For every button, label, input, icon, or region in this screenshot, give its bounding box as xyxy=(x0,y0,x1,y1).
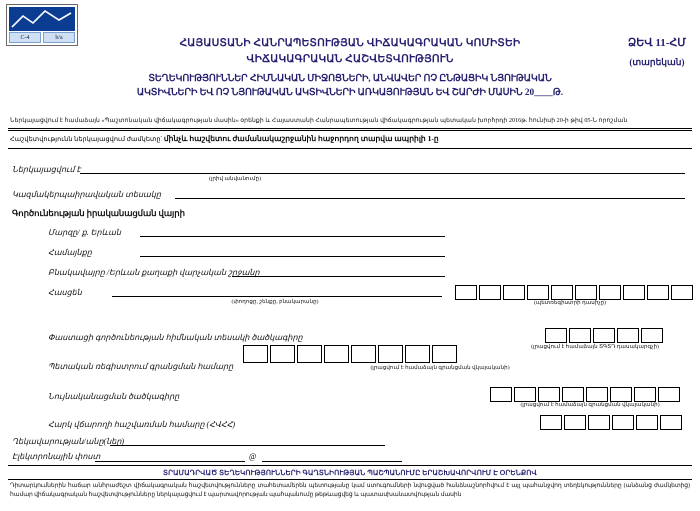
input-submitted-by[interactable] xyxy=(80,173,685,174)
identification-code-boxes[interactable] xyxy=(490,387,682,402)
input-manager[interactable] xyxy=(110,445,385,446)
title-line-1: ՀԱՅԱՍՏԱՆԻ ՀԱՆՐԱՊԵՏՈՒԹՅԱՆ ՎԻՃԱԿԱԳՐԱԿԱՆ ԿՈՄԻՏԵԻ xyxy=(179,38,521,49)
subtitle-line-1: ՏԵՂԵԿՈՒԹՅՈՒՆՆԵՐ ՀԻՄՆԱԿԱՆ ՄԻՋՈՑՆԵՐԻ, ԱՆՎԱՎԵՐ ՈՉ ԸՆԹԱՑԻԿ ՆՅՈՒԹԱԿԱՆ xyxy=(148,74,552,84)
divider-3 xyxy=(8,148,692,149)
form-periodicity: (տարեկան) xyxy=(629,57,685,67)
logo-cell-2: b/a xyxy=(43,32,75,43)
state-registration-box[interactable] xyxy=(432,345,457,363)
page-subtitle xyxy=(90,72,610,100)
divider-2 xyxy=(8,130,692,131)
input-address[interactable] xyxy=(112,296,442,297)
identification-code-box[interactable] xyxy=(514,387,536,402)
identification-code-box[interactable] xyxy=(658,387,680,402)
input-marz[interactable] xyxy=(140,236,445,237)
state-registration-box[interactable] xyxy=(324,345,349,363)
register-code-box[interactable] xyxy=(575,285,597,300)
label-submitted-by: Ներկայացվում է xyxy=(12,165,81,174)
label-settlement: Բնակավայրը /Երևան քաղաքի վարչական շրջանը xyxy=(48,268,260,277)
taxpayer-number-boxes[interactable] xyxy=(540,415,684,430)
confidentiality-band xyxy=(8,465,692,480)
register-code-box[interactable] xyxy=(527,285,549,300)
label-email: Էլեկտրոնային փոստ xyxy=(12,452,101,461)
label-address: Հասցեն xyxy=(48,288,82,297)
register-code-box[interactable] xyxy=(479,285,501,300)
label-org-type: Կազմակերպաիրավական տեսակը xyxy=(12,190,161,199)
activity-code-box[interactable] xyxy=(593,328,615,343)
activity-code-box[interactable] xyxy=(617,328,639,343)
register-code-box[interactable] xyxy=(671,285,693,300)
register-code-box[interactable] xyxy=(647,285,669,300)
state-registration-box[interactable] xyxy=(378,345,403,363)
label-identification-code: Նույնականացման ծածկագիրը xyxy=(48,392,180,401)
identification-code-box[interactable] xyxy=(586,387,608,402)
form-number xyxy=(628,36,686,68)
label-community: Համայնքը xyxy=(48,248,92,257)
identification-code-box[interactable] xyxy=(490,387,512,402)
taxpayer-number-box[interactable] xyxy=(636,415,658,430)
caption-address: (փողոցը, շենքը, բնակարանը) xyxy=(231,299,319,305)
label-taxpayer-number: Հարկ վճարողի հաշվառման համարը (ՀՎՀՀ) xyxy=(48,420,236,429)
caption-state-registration: (լրացվում է համաձայն գրանցման վկայականի) xyxy=(370,365,510,371)
register-code-box[interactable] xyxy=(623,285,645,300)
register-code-box[interactable] xyxy=(503,285,525,300)
caption-activity-code: (լրացվում է համաձայն ՏԳՏԴ դասակարգչի) xyxy=(531,344,659,350)
label-state-registration: Պետական ռեգիստրում գրանցման համարը xyxy=(48,362,234,371)
register-code-box[interactable] xyxy=(455,285,477,300)
page-title xyxy=(110,36,590,67)
deadline-label: Հաշվետվությունն ներկայացվում ժամկետը՝ xyxy=(10,136,163,143)
activity-code-boxes[interactable] xyxy=(545,328,665,343)
footnote: Դիտարկումներին հաճար անհրաժեշտ վիճակագրական հաշվետվությունները տահետամերեն պետությանը կամ ստուգումների նվուցված հանձնաշնորհվում է այլ պահանջվող տեղեկությունները (անձանց ժամկետից) համար վիճակագրական հաշվետվությունները ներկայացվում է պարտավորության պահպանումը թեթևացվեց և պատասխանատվության մասին xyxy=(10,483,690,498)
deadline-value: մինչև հաշվետու ժամանակաշրջանին հաջորդող տարվա ապրիլի 1-ը xyxy=(163,134,439,143)
section-title-location: Գործունեության իրականացման վայրի xyxy=(12,209,185,218)
taxpayer-number-box[interactable] xyxy=(540,415,562,430)
statistics-committee-logo xyxy=(6,4,78,46)
subtitle-line-2: ԱԿՏԻՎՆԵՐԻ ԵՎ ՈՉ ՆՅՈՒԹԱԿԱՆ ԱԿՏԻՎՆԵՐԻ ԱՌԿԱՅՈՒԹՅԱՆ ԵՎ ՇԱՐԺԻ ՄԱՍԻՆ 20____Թ. xyxy=(136,88,564,98)
activity-code-box[interactable] xyxy=(545,328,567,343)
input-org-type[interactable] xyxy=(175,198,685,199)
register-code-boxes[interactable] xyxy=(455,285,695,300)
form-number-value: ՁԵՎ 11-ՀՄ xyxy=(627,37,686,49)
caption-identification-code: (լրացվում է համաձայն գրանցման վկայականի) xyxy=(520,402,660,408)
email-at-symbol: @ xyxy=(249,452,257,461)
logo-cells xyxy=(9,32,75,43)
state-registration-boxes[interactable] xyxy=(243,345,459,363)
activity-code-box[interactable] xyxy=(641,328,663,343)
caption-submitted-by: (լրիվ անվանումը) xyxy=(209,176,261,182)
input-community[interactable] xyxy=(140,256,445,257)
confidentiality-text: ՏՐԱՄԱԴՐՎԱԾ ՏԵՂԵԿՈՒԹՅՈՒՆՆԵՐԻ ԳԱՂՏՆԻՈՒԹՅԱՆ ՊԱՇՊԱՆՈՒՄԸ ԵՐԱՇԽԱՎՈՐՎՈՒՄ Է ՕՐԵՆՔՈՎ xyxy=(163,469,537,477)
state-registration-box[interactable] xyxy=(297,345,322,363)
activity-code-box[interactable] xyxy=(569,328,591,343)
label-activity-code: Փաստացի գործունեության հիմնական տեսակի ծածկագիրը xyxy=(48,333,303,342)
identification-code-box[interactable] xyxy=(634,387,656,402)
identification-code-box[interactable] xyxy=(610,387,632,402)
legal-note: Ներկայացվում է համաձայն «Պաշտոնական վիճակագրության մասին» օրենքի և Հայաստանի Հանրապետության վիճակագրության պետական խորհրդի 2016թ. հունիսի 20-ի թիվ 05-Ն որոշման xyxy=(10,117,628,124)
caption-register-code: (պետռեգիստրի դասիչը) xyxy=(533,300,607,306)
state-registration-box[interactable] xyxy=(405,345,430,363)
taxpayer-number-box[interactable] xyxy=(612,415,634,430)
title-line-2: ՎԻՃԱԿԱԳՐԱԿԱՆ ՀԱՇՎԵՏՎՈՒԹՅՈՒՆ xyxy=(246,54,454,65)
label-manager: Ղեկավարության/անը(ներ) xyxy=(12,437,125,446)
input-email-user[interactable] xyxy=(95,461,245,462)
register-code-box[interactable] xyxy=(551,285,573,300)
register-code-box[interactable] xyxy=(599,285,621,300)
deadline-row xyxy=(10,134,439,143)
divider-1 xyxy=(8,128,692,129)
label-marz: Մարզը/ ք. Երևան xyxy=(48,228,121,237)
logo-cell-1: C-4 xyxy=(9,32,41,43)
taxpayer-number-box[interactable] xyxy=(588,415,610,430)
identification-code-box[interactable] xyxy=(538,387,560,402)
logo-graphic xyxy=(9,7,75,31)
state-registration-box[interactable] xyxy=(243,345,268,363)
input-email-domain[interactable] xyxy=(262,461,402,462)
state-registration-box[interactable] xyxy=(351,345,376,363)
input-settlement[interactable] xyxy=(232,276,445,277)
taxpayer-number-box[interactable] xyxy=(564,415,586,430)
state-registration-box[interactable] xyxy=(270,345,295,363)
identification-code-box[interactable] xyxy=(562,387,584,402)
taxpayer-number-box[interactable] xyxy=(660,415,682,430)
